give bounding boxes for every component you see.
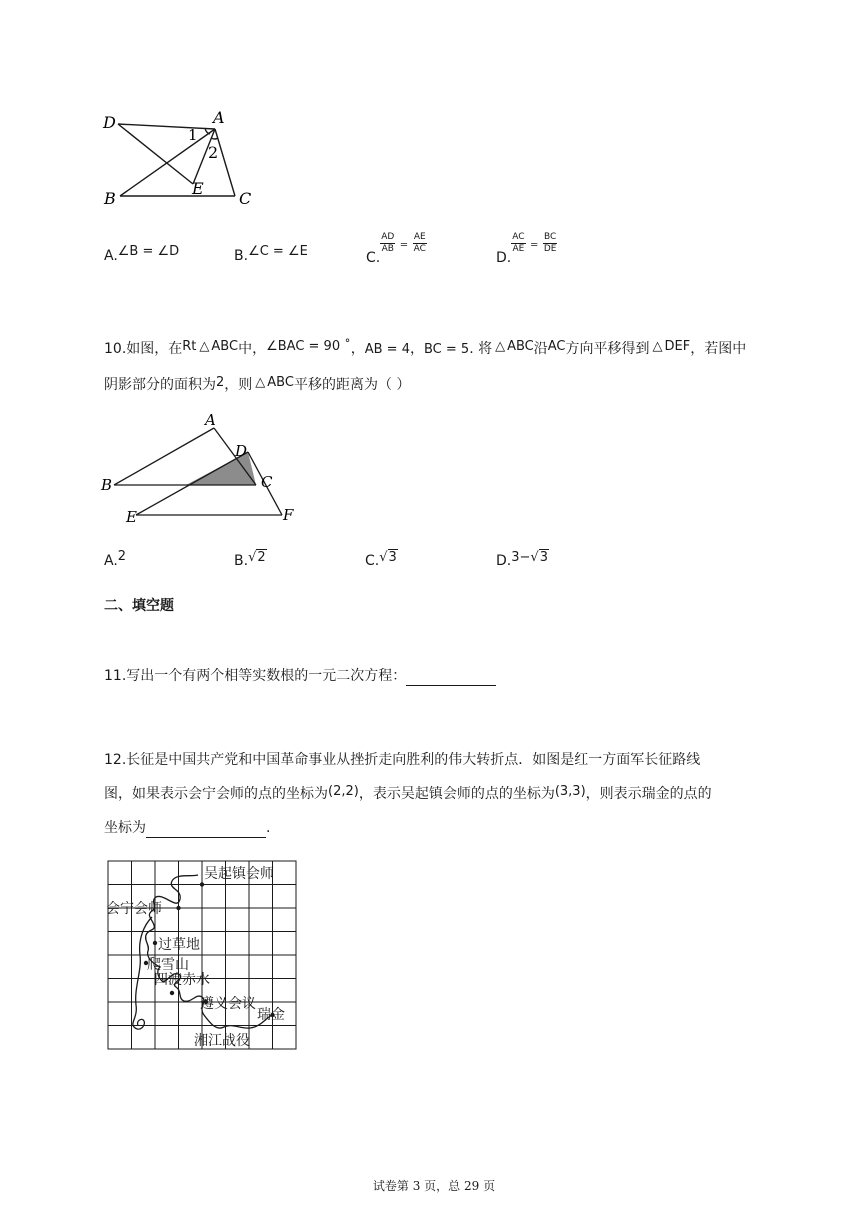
sqrt-2: √2 xyxy=(248,550,266,565)
q12-text: ，表示吴起镇会师的点的坐标为 xyxy=(358,786,555,802)
option-prefix: B. xyxy=(234,553,249,569)
q10-option-d xyxy=(496,551,549,572)
q12-text: 图，如果表示会宁会师的点的坐标为 xyxy=(104,786,328,802)
label-A: A xyxy=(205,411,216,429)
q12-line-2 xyxy=(104,784,712,805)
option-prefix: A. xyxy=(104,553,118,569)
label-1: 1 xyxy=(188,126,198,144)
option-prefix: B. xyxy=(234,248,249,264)
math-coord-huining: (2,2) xyxy=(328,784,359,799)
q10-text: ，若图中 xyxy=(690,341,747,357)
segment-BA xyxy=(114,428,214,485)
answer-blank[interactable] xyxy=(146,823,266,838)
sqrt-3: √3 xyxy=(379,550,397,565)
q12-line-3 xyxy=(104,818,270,838)
long-march-map xyxy=(100,855,305,1055)
label-caodi: 过草地 xyxy=(158,937,200,953)
math-abc: ABC xyxy=(211,339,239,354)
fraction-ac-ae xyxy=(511,232,525,255)
fraction-denominator: AC xyxy=(413,244,426,254)
q10-text: 沿 xyxy=(533,341,548,357)
label-xueshan: 爬雪山 xyxy=(147,957,189,973)
q12-text: ，则表示瑞金的点的 xyxy=(585,786,712,802)
triangle-symbol: △ xyxy=(495,339,506,354)
math-ab: AB = 4 xyxy=(364,342,410,357)
point-chishui xyxy=(170,991,174,995)
label-C: C xyxy=(239,189,252,208)
label-B: B xyxy=(101,476,113,494)
equals-sign: = xyxy=(399,239,409,251)
option-expr: ∠B = ∠D xyxy=(117,244,180,259)
label-wuqi: 吴起镇会师 xyxy=(204,866,274,882)
label-C: C xyxy=(261,473,273,491)
triangle-symbol: △ xyxy=(652,339,663,354)
q10-text: 方向平移得到 xyxy=(565,341,650,357)
q10-text: ， xyxy=(409,341,424,357)
q9-option-b xyxy=(234,246,308,267)
math-coord-wuqi: (3,3) xyxy=(554,784,586,799)
segment-DE xyxy=(118,124,193,184)
label-chishui: 四渡赤水 xyxy=(154,972,210,988)
option-value: 2 xyxy=(117,549,127,564)
q10-text: 阴影部分的面积为 xyxy=(104,377,216,393)
label-F: F xyxy=(283,506,294,524)
q10-option-a xyxy=(104,551,126,572)
triangle-symbol: △ xyxy=(199,339,210,354)
fraction-ad-ab xyxy=(380,232,395,255)
q10-text: ， xyxy=(350,341,365,357)
q9-option-d xyxy=(496,232,557,266)
option-value: 3− xyxy=(511,550,531,565)
option-prefix: C. xyxy=(365,553,380,569)
option-prefix: D. xyxy=(496,553,512,569)
answer-blank[interactable] xyxy=(406,671,496,686)
fraction-numerator: AC xyxy=(512,232,525,242)
label-2: 2 xyxy=(208,143,219,162)
math-abc: ABC xyxy=(267,375,294,390)
q9-figure xyxy=(98,108,268,213)
math-rt: Rt xyxy=(182,339,197,354)
fraction-numerator: AE xyxy=(413,232,426,242)
radicand: 3 xyxy=(539,550,548,565)
q9-option-c xyxy=(366,232,427,266)
math-area: 2 xyxy=(216,375,225,390)
option-prefix: D. xyxy=(496,249,512,266)
label-D: D xyxy=(103,113,116,132)
triangle-symbol: △ xyxy=(255,375,266,390)
fraction-denominator: DE xyxy=(543,244,557,254)
q10-text: 10.如图，在 xyxy=(104,341,183,357)
angle-arc-2 xyxy=(211,138,218,139)
segment-DA xyxy=(118,124,215,129)
math-def: DEF xyxy=(664,339,691,354)
fraction-bc-de xyxy=(543,232,558,255)
label-D: D xyxy=(235,442,248,460)
label-ruijin: 瑞金 xyxy=(257,1007,285,1023)
math-abc: ABC xyxy=(507,339,534,354)
fraction-numerator: BC xyxy=(543,232,557,242)
label-B: B xyxy=(104,189,116,208)
radicand: 3 xyxy=(388,550,397,565)
point-caodi xyxy=(153,941,157,945)
q10-option-c xyxy=(365,551,398,572)
math-bc: BC = 5 xyxy=(423,342,470,357)
math-angle-bac: ∠BAC = 90 ˚ xyxy=(266,339,351,354)
fraction-denominator: AE xyxy=(512,244,525,254)
q10-text: 中， xyxy=(238,341,267,357)
label-A: A xyxy=(213,108,225,127)
point-huining xyxy=(176,906,180,910)
label-huining: 会宁会师 xyxy=(106,901,162,917)
q10-text: 平移的距离为（ ） xyxy=(293,377,411,393)
sqrt-3: √3 xyxy=(530,550,548,565)
q10-option-b xyxy=(234,551,267,572)
label-E: E xyxy=(192,179,204,198)
option-prefix: A. xyxy=(104,248,118,264)
q10-text: . 将 xyxy=(469,341,493,357)
q10-line-1 xyxy=(104,339,746,360)
q12-text: . xyxy=(266,820,271,836)
q9-option-a xyxy=(104,246,179,267)
q11 xyxy=(104,666,496,686)
math-ac: AC xyxy=(547,339,566,354)
q12-line-1: 12.长征是中国共产党和中国革命事业从挫折走向胜利的伟大转折点．如图是红一方面军长征路线 xyxy=(104,752,701,768)
page-footer: 试卷第 3 页，总 29 页 xyxy=(372,1179,496,1193)
option-expr: ∠C = ∠E xyxy=(248,244,308,259)
q11-text: 11.写出一个有两个相等实数根的一元二次方程： xyxy=(104,668,407,684)
label-E: E xyxy=(126,508,137,526)
label-zunyi: 遵义会议 xyxy=(200,996,256,1012)
point-wuqi xyxy=(200,882,204,886)
fraction-denominator: AB xyxy=(381,244,394,254)
fraction-ae-ac xyxy=(413,232,427,255)
q12-text: 坐标为 xyxy=(104,820,146,836)
label-xiangjiang: 湘江战役 xyxy=(194,1033,250,1049)
q10-line-2 xyxy=(104,375,410,396)
section-title: 二、填空题 xyxy=(104,598,174,614)
fraction-numerator: AD xyxy=(381,232,395,242)
q10-figure xyxy=(98,408,308,528)
radicand: 2 xyxy=(257,550,266,565)
segment-AC xyxy=(215,129,235,196)
q10-text: ，则 xyxy=(224,377,253,393)
equals-sign: = xyxy=(529,239,539,251)
option-prefix: C. xyxy=(366,249,381,266)
